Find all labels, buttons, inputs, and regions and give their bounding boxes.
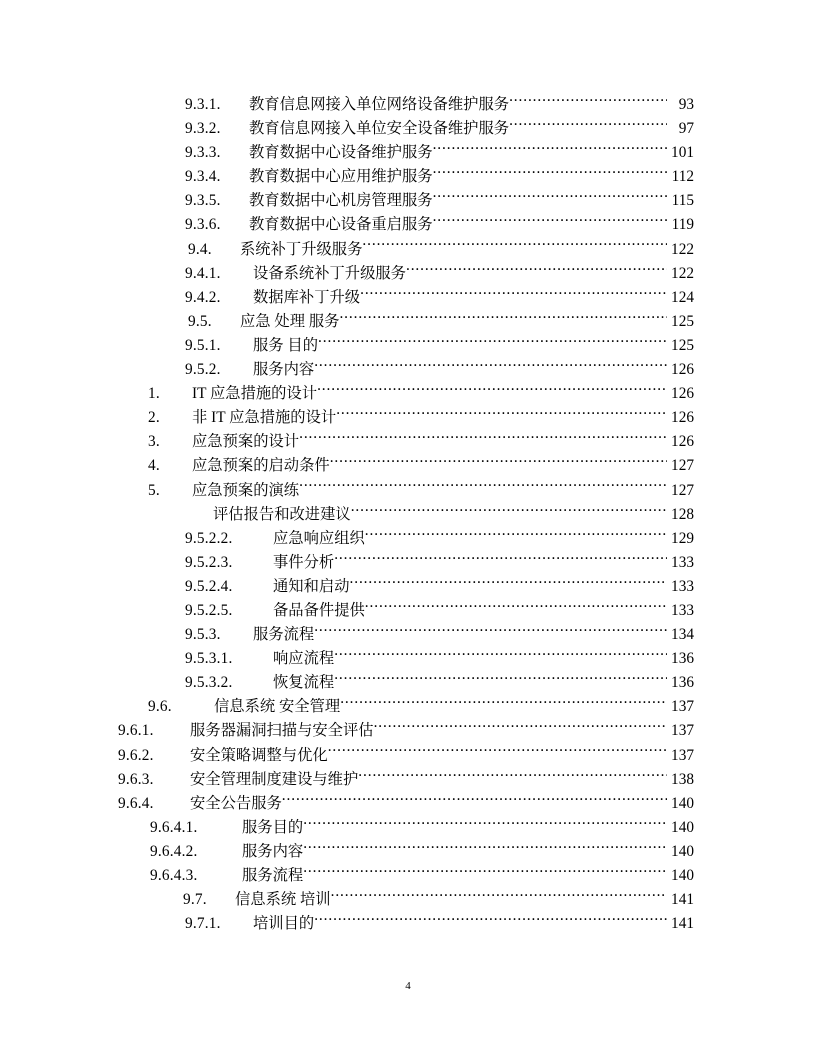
toc-entry-number: 9.3.6. <box>185 216 221 234</box>
toc-entry-page-number: 141 <box>671 915 694 933</box>
toc-entry[interactable] <box>0 117 816 141</box>
toc-dot-leader <box>303 841 667 856</box>
toc-entry-page-number: 134 <box>671 626 694 644</box>
toc-entry[interactable] <box>0 503 816 527</box>
toc-entry-number: 9.6. <box>148 698 172 716</box>
toc-dot-leader <box>509 118 667 133</box>
toc-entry-page-number: 133 <box>671 553 694 571</box>
toc-entry-number: 9.6.1. <box>118 722 154 740</box>
toc-entry[interactable] <box>0 238 816 262</box>
toc-entry-page-number: 125 <box>671 312 694 330</box>
toc-entry-number: 9.4.2. <box>185 288 221 306</box>
toc-entry-page-number: 136 <box>671 674 694 692</box>
toc-entry[interactable] <box>0 599 816 623</box>
toc-entry-title: 数据库补丁升级 <box>253 288 361 306</box>
toc-dot-leader <box>433 214 667 229</box>
toc-entry[interactable] <box>0 430 816 454</box>
toc-entry-page-number: 127 <box>671 457 694 475</box>
toc-entry-number: 9.5.3.1. <box>185 650 233 668</box>
toc-entry[interactable] <box>0 358 816 382</box>
toc-entry[interactable] <box>0 575 816 599</box>
toc-entry-number: 9.7. <box>183 891 207 909</box>
toc-entry-page-number: 136 <box>671 650 694 668</box>
toc-entry[interactable] <box>0 623 816 647</box>
toc-dot-leader <box>406 262 667 277</box>
toc-entry-number: 9.5.2. <box>185 361 221 379</box>
toc-entry[interactable] <box>0 671 816 695</box>
toc-entry-page-number: 122 <box>671 240 694 258</box>
toc-dot-leader <box>340 696 667 711</box>
toc-dot-leader <box>351 503 667 518</box>
toc-entry-page-number: 97 <box>678 120 694 138</box>
toc-entry-page-number: 126 <box>671 433 694 451</box>
toc-entry-number: 9.3.1. <box>185 96 221 113</box>
toc-entry-page-number: 141 <box>671 891 694 909</box>
toc-entry-title: 应急预案的设计 <box>192 433 300 451</box>
toc-entry-title: 培训目的 <box>253 915 315 933</box>
toc-entry-title: 应急 处理 服务 <box>240 312 340 330</box>
toc-entry-title: 系统补丁升级服务 <box>240 240 363 258</box>
toc-entry-title: 服务内容 <box>242 842 304 860</box>
toc-dot-leader <box>362 238 667 253</box>
toc-entry-number: 9.3.5. <box>185 192 221 210</box>
toc-entry-title: 服务内容 <box>253 361 315 379</box>
toc-entry-title: 应急预案的演练 <box>192 481 300 499</box>
toc-entry-title: 设备系统补丁升级服务 <box>253 264 406 282</box>
toc-entry-number: 1. <box>148 385 160 403</box>
page-number-footer: 4 <box>405 980 411 992</box>
toc-dot-leader <box>350 576 668 591</box>
toc-entry-title: 教育信息网接入单位网络设备维护服务 <box>249 96 510 113</box>
toc-dot-leader <box>303 865 667 880</box>
toc-entry-number: 2. <box>148 409 160 427</box>
toc-entry-title: 备品备件提供 <box>273 601 365 619</box>
toc-dot-leader <box>365 600 667 615</box>
toc-entry-title: 服务器漏洞扫描与安全评估 <box>190 722 374 740</box>
toc-entry-title: 安全管理制度建设与维护 <box>190 770 359 788</box>
toc-dot-leader <box>365 527 667 542</box>
toc-entry-number: 9.5.3. <box>185 626 221 644</box>
toc-entry-page-number: 119 <box>671 216 694 234</box>
toc-entry-title: IT 应急措施的设计 <box>192 385 318 403</box>
toc-dot-leader <box>358 768 667 783</box>
toc-entry[interactable] <box>0 454 816 478</box>
toc-entry-number: 9.6.2. <box>118 746 154 764</box>
toc-entry-title: 教育数据中心应用维护服务 <box>249 168 433 186</box>
toc-entry-number: 9.5.2.2. <box>185 529 233 547</box>
toc-entry[interactable] <box>0 888 816 912</box>
toc-entry-number: 9.5.2.4. <box>185 577 233 595</box>
toc-entry-page-number: 133 <box>671 601 694 619</box>
toc-dot-leader <box>303 817 667 832</box>
toc-entry-number: 9.5.2.5. <box>185 601 233 619</box>
toc-dot-leader <box>339 311 667 326</box>
toc-entry[interactable] <box>0 189 816 213</box>
toc-entry-number: 4. <box>148 457 160 475</box>
toc-entry-page-number: 140 <box>671 867 694 884</box>
toc-entry[interactable] <box>0 792 816 816</box>
toc-entry-number: 3. <box>148 433 160 451</box>
toc-entry[interactable] <box>0 213 816 237</box>
toc-dot-leader <box>433 166 667 181</box>
toc-entry[interactable] <box>0 551 816 575</box>
toc-entry-title: 教育数据中心设备重启服务 <box>249 216 433 234</box>
toc-entry-page-number: 124 <box>671 288 694 306</box>
toc-entry-number: 9.5.2.3. <box>185 553 233 571</box>
toc-entry[interactable] <box>0 744 816 768</box>
toc-entry[interactable] <box>0 719 816 743</box>
toc-dot-leader <box>317 383 667 398</box>
toc-entry[interactable] <box>0 864 816 888</box>
toc-entry-page-number: 138 <box>671 770 694 788</box>
toc-dot-leader <box>336 407 667 422</box>
toc-entry-page-number: 126 <box>671 385 694 403</box>
toc-entry-page-number: 112 <box>671 168 694 186</box>
toc-entry-title: 恢复流程 <box>273 674 335 692</box>
toc-entry-page-number: 101 <box>671 144 694 162</box>
toc-entry[interactable] <box>0 93 816 117</box>
toc-entry-title: 信息系统 安全管理 <box>214 698 341 716</box>
toc-entry-number: 9.6.4.2. <box>150 842 198 860</box>
toc-dot-leader <box>299 431 667 446</box>
toc-dot-leader <box>334 648 667 663</box>
toc-entry-number: 9.7.1. <box>185 915 221 933</box>
toc-entry-page-number: 137 <box>671 746 694 764</box>
toc-dot-leader <box>318 335 667 350</box>
toc-dot-leader <box>314 913 667 928</box>
toc-entry-number: 9.3.2. <box>185 120 221 138</box>
toc-entry[interactable] <box>0 912 816 936</box>
toc-entry[interactable] <box>0 286 816 310</box>
toc-dot-leader <box>282 792 667 807</box>
toc-entry[interactable] <box>0 647 816 671</box>
toc-dot-leader <box>509 94 667 109</box>
toc-entry-number: 9.5.1. <box>185 336 221 354</box>
toc-entry-title: 服务 目的 <box>253 336 319 354</box>
toc-entry-page-number: 137 <box>671 722 694 740</box>
toc-entry-number: 9.4. <box>188 240 212 258</box>
toc-entry-title: 安全策略调整与优化 <box>190 746 328 764</box>
toc-entry[interactable] <box>0 406 816 430</box>
toc-entry-page-number: 128 <box>671 505 694 523</box>
toc-dot-leader <box>299 479 667 494</box>
toc-entry-number: 9.4.1. <box>185 264 221 282</box>
toc-entry[interactable] <box>0 310 816 334</box>
toc-entry-page-number: 137 <box>671 698 694 716</box>
toc-entry-number: 9.6.4.3. <box>150 867 198 884</box>
toc-dot-leader <box>433 190 667 205</box>
toc-dot-leader <box>334 551 667 566</box>
toc-entry[interactable] <box>0 840 816 864</box>
table-of-contents <box>0 93 816 936</box>
toc-entry-title: 通知和启动 <box>273 577 350 595</box>
toc-entry-title: 教育信息网接入单位安全设备维护服务 <box>249 120 510 138</box>
toc-entry[interactable] <box>0 479 816 503</box>
toc-entry[interactable] <box>0 382 816 406</box>
toc-dot-leader <box>330 455 667 470</box>
toc-entry-number: 9.6.4. <box>118 794 154 812</box>
toc-dot-leader <box>374 720 667 735</box>
toc-entry[interactable] <box>0 165 816 189</box>
toc-entry-number: 9.5.3.2. <box>185 674 233 692</box>
toc-entry-title: 教育数据中心机房管理服务 <box>249 192 433 210</box>
toc-entry[interactable] <box>0 695 816 719</box>
toc-entry-page-number: 93 <box>678 96 694 113</box>
toc-entry[interactable] <box>0 527 816 551</box>
toc-entry-number: 9.3.3. <box>185 144 221 162</box>
toc-entry-page-number: 140 <box>671 842 694 860</box>
toc-dot-leader <box>360 286 667 301</box>
toc-entry-title: 应急预案的启动条件 <box>192 457 330 475</box>
toc-entry-number: 9.3.4. <box>185 168 221 186</box>
toc-entry-page-number: 140 <box>671 794 694 812</box>
toc-entry-title: 服务流程 <box>253 626 315 644</box>
toc-entry-title: 安全公告服务 <box>190 794 282 812</box>
toc-entry[interactable] <box>0 768 816 792</box>
toc-entry-title: 教育数据中心设备维护服务 <box>249 144 433 162</box>
toc-entry-page-number: 133 <box>671 577 694 595</box>
toc-dot-leader <box>433 142 667 157</box>
toc-dot-leader <box>314 359 667 374</box>
toc-entry-title: 服务目的 <box>242 818 304 836</box>
toc-entry-title: 信息系统 培训 <box>235 891 331 909</box>
toc-entry-number: 9.5. <box>188 312 212 330</box>
toc-entry-page-number: 127 <box>671 481 694 499</box>
toc-dot-leader <box>328 744 667 759</box>
toc-entry-title: 非 IT 应急措施的设计 <box>192 409 337 427</box>
toc-entry-number: 5. <box>148 481 160 499</box>
toc-entry-title: 评估报告和改进建议 <box>213 505 351 523</box>
toc-entry-page-number: 122 <box>671 264 694 282</box>
toc-entry-page-number: 125 <box>671 336 694 354</box>
toc-entry-number: 9.6.4.1. <box>150 818 198 836</box>
toc-entry-title: 服务流程 <box>242 867 304 884</box>
toc-entry[interactable] <box>0 334 816 358</box>
toc-entry[interactable] <box>0 816 816 840</box>
toc-entry-page-number: 140 <box>671 818 694 836</box>
toc-entry[interactable] <box>0 262 816 286</box>
toc-entry[interactable] <box>0 141 816 165</box>
toc-entry-page-number: 129 <box>671 529 694 547</box>
toc-entry-page-number: 126 <box>671 409 694 427</box>
toc-entry-number: 9.6.3. <box>118 770 154 788</box>
toc-dot-leader <box>314 624 667 639</box>
toc-entry-title: 应急响应组织 <box>273 529 365 547</box>
toc-entry-title: 响应流程 <box>273 650 335 668</box>
toc-entry-page-number: 126 <box>671 361 694 379</box>
toc-entry-page-number: 115 <box>671 192 694 210</box>
toc-entry-title: 事件分析 <box>273 553 335 571</box>
toc-dot-leader <box>331 889 667 904</box>
toc-dot-leader <box>334 672 667 687</box>
